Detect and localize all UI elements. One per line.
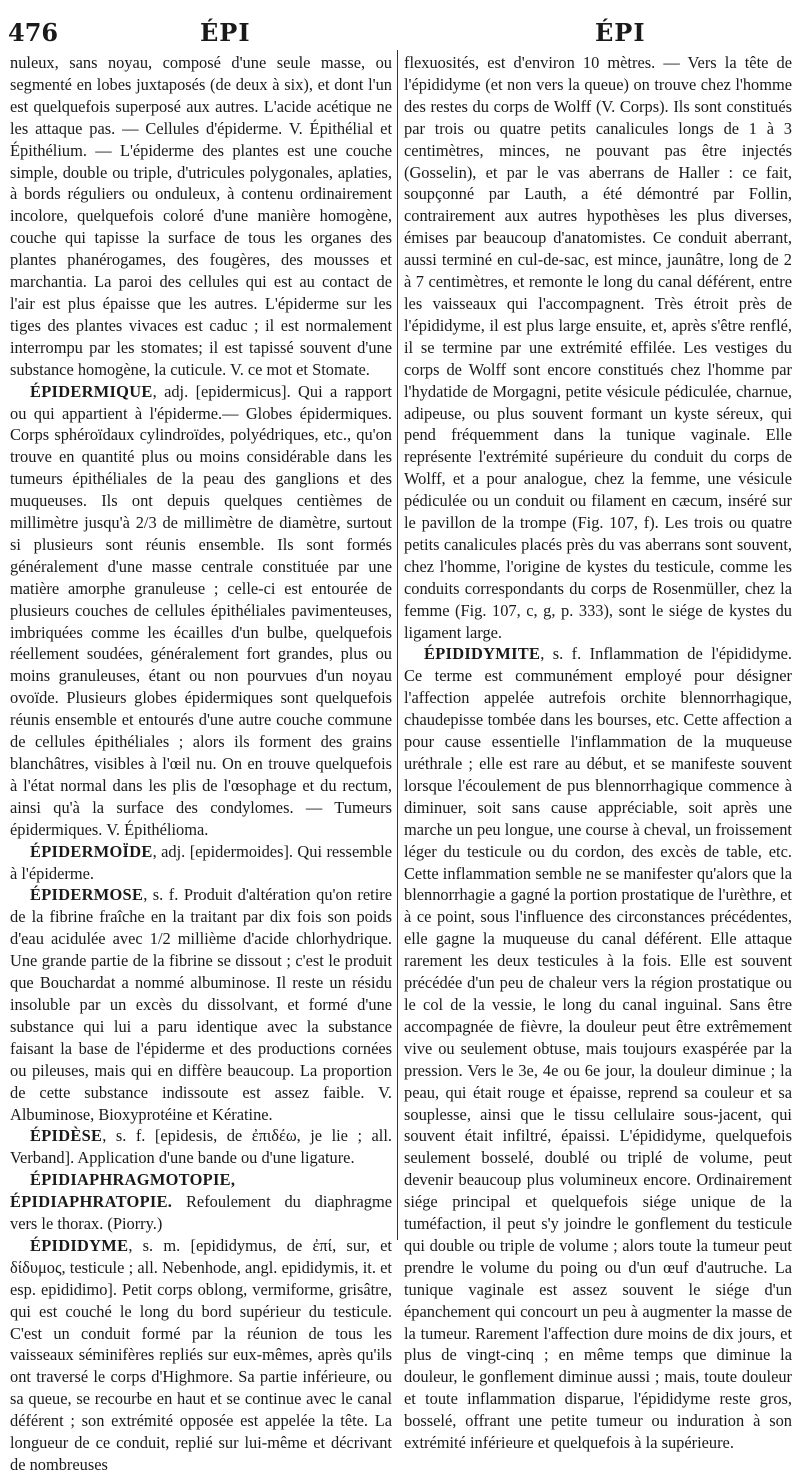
entry-epididymite: [404, 643, 792, 1454]
entry-epididyme: [10, 1235, 392, 1476]
page-number: 476: [8, 18, 59, 47]
column-divider: [397, 50, 398, 1240]
headword: ÉPIDIDYME: [30, 1235, 129, 1255]
entry-epidese: [10, 1125, 392, 1169]
entry-epidermose: [10, 884, 392, 1125]
running-head-left: ÉPI: [200, 18, 251, 47]
entry-text: Refoulement du diaphragme vers le thorax. (Piorry.): [10, 1192, 392, 1234]
entry-text: , s. f. Produit d'altération qu'on retire de la fibrine fraîche en la traitant par dix fois son poids d'eau acidulée avec 1/2 millième d'acide chlorhydrique. Une grande partie de la fibrine se dissout ; c'est le produit que Bouchardat a nommé albuminose. Il reste un résidu insoluble par un excès du dissolvant, et formé d'une substance qui lui a paru identique avec la substance faisant la base de l'épiderme et des productions cornées ou pileuses, mais qui en diffère beaucoup. La proportion de cette substance indissoute est assez faible. V. Albuminose, Bioxyprotéine et Kératine.: [10, 885, 392, 1124]
entry-text: , s. f. [epidesis, de ἐπιδέω, je lie ; all. Verband]. Application d'une bande ou d'une ligature.: [10, 1126, 392, 1168]
entry-epidermoide: [10, 841, 392, 885]
headword: ÉPIDERMOÏDE: [30, 841, 153, 861]
headword: ÉPIDERMOSE: [30, 885, 144, 905]
headword: ÉPIDERMIQUE: [30, 381, 153, 401]
headword: ÉPIDIDYMITE: [424, 644, 541, 664]
headword: ÉPIDÈSE: [30, 1126, 103, 1146]
entry-epidiaphragmotopie: [10, 1169, 392, 1235]
running-head-right: ÉPI: [595, 18, 646, 47]
continued-paragraph: flexuosités, est d'environ 10 mètres. — Vers la tête de l'épididyme (et non vers la queue) on trouve chez l'homme des restes du corps de Wolff (V. Corps). Ils sont constitués par trois ou quatre petits canalicules longs de 1 à 3 centimètres, minces, ne pouvant pas être injectés (Gosselin), et par le vas aberrans de Haller : ce fait, soupçonné par Lauth, a été démontré par Follin, contrairement aux autres hypothèses les plus diverses, émises par beaucoup d'anatomistes. Ce conduit aberrant, aussi terminé en cul-de-sac, est mince, jaunâtre, long de 2 à 7 centimètres, et remonte le long du canal déférent, entre les vaisseaux qui l'accompagnent. Très étroit près de l'épididyme, il est plus large ensuite, et, après s'être renflé, il se termine par une extrémité effilée. Les vestiges du corps de Wolff sont encore constitués chez l'homme par l'hydatide de Morgagni, petite vésicule pédiculée, charnue, adipeuse, ou plus souvent formant un kyste séreux, qui pend fréquemment dans la tunique vaginale. Elle représente l'extrémité supérieure du conduit du corps de Wolff, et a pour analogue, chez la femme, une vésicule pédiculée ou un conduit ou filament en cæcum, inséré sur le pavillon de la trompe (Fig. 107, f). Les trois ou quatre petits canalicules placés près du vas aberrans sont souvent, chez l'homme, l'origine de kystes du testicule, comme les conduits correspondants du corps de Rosenmüller, chez la femme (Fig. 107, c, g, p. 333), sont le siége de kystes du ligament large.: [404, 53, 792, 642]
left-column: [10, 52, 392, 1474]
entry-epidermique: [10, 381, 392, 841]
continued-paragraph: nuleux, sans noyau, composé d'une seule masse, ou segmenté en lobes juxtaposés (de deux à six), et dont l'un est quelquefois superposé aux autres. L'acide acétique ne les attaque pas. — Cellules d'épiderme. V. Épithélial et Épithélium. — L'épiderme des plantes est une couche simple, double ou triple, d'utricules polygonales, aplaties, à bords réguliers ou onduleux, à contenu ordinairement incolore, quelquefois coloré d'une manière homogène, couche qui tapisse la surface de tous les organes des plantes phanérogames, des fougères, des mousses et marchantia. La paroi des cellules qui est au contact de l'air est plus épaisse que les autres. L'épiderme sur les tiges des plantes vivaces est caduc ; il est normalement interrompu par les stomates; il est tapissé souvent d'une substance homogène, la cuticule. V. ce mot et Stomate.: [10, 53, 392, 379]
entry-text: , s. m. [epididymus, de ἐπί, sur, et δίδυμος, testicule ; all. Nebenhode, angl. epididymis, it. et esp. epididimo]. Petit corps oblong, vermiforme, grisâtre, qui est couché le long du bord supérieur du testicule. C'est un conduit formé par la réunion de tous les vaisseaux séminifères repliés sur eux-mêmes, après qu'ils ont traversé le corps d'Highmore. Sa partie inférieure, ou sa queue, se recourbe en haut et se continue avec le canal déférent ; son extrémité opposée est appelée la tête. La longueur de ce conduit, replié sur lui-même et décrivant de nombreuses: [10, 1235, 392, 1474]
entry-text: , adj. [epidermoides]. Qui ressemble à l'épiderme.: [10, 841, 392, 883]
entry-text: , s. f. Inflammation de l'épididyme. Ce terme est communément employé pour désigner l'affection appelée autrefois orchite blennorrhagique, chaudepisse tombée dans les bourses, etc. Cette affection a pour cause essentielle l'inflammation de la muqueuse uréthrale ; elle est rare au début, et se manifeste souvent lorsque l'écoulement de pus blennorrhagique commence à diminuer, soit sans cause appréciable, soit après une marche un peu longue, une course à cheval, un froissement léger du testicule ou du cordon, des excès de table, etc. Cette inflammation semble ne se manifester qu'alors que la blennorrhagie a gagné la portion prostatique de l'urèthre, et à ce point, sous l'influence des circonstances précédentes, elle gagne la muqueuse du canal déférent. Elle attaque rarement les deux testicules à la fois. Elle est souvent précédée d'un peu de chaleur vers la région prostatique ou le col de la vessie, le long du canal inguinal. Sans être accompagnée de fièvre, la douleur peut être extrêmement vive ou seulement obtuse, mais toujours exaspérée par la pression. Vers le 3e, 4e ou 6e jour, la douleur diminue ; la peau, qui était rouge et épaisse, reprend sa couleur et sa souplesse, ainsi que le tissu cellulaire sous-jacent, qui souvent était infiltré, épaissi. L'épididyme, quelquefois seulement bosselé, doublé ou triplé de volume, peut devenir beaucoup plus volumineux encore. Ordinairement siége principal et quelquefois siége unique de la tuméfaction, il peut s'y joindre le gonflement du testicule qui double ou triple de volume ; alors toute la tumeur peut prendre le volume du poing ou d'un œuf d'autruche. La tunique vaginale est assez souvent le siége d'un épanchement qui concourt un peu à augmenter la masse de la tumeur. Rarement l'affection dure moins de dix jours, et plus de vingt-cinq ; en même temps que diminue la douleur, le gonflement diminue aussi ; mais, toute douleur et toute inflammation disparue, l'épididyme reste gros, bosselé, offrant une petite tumeur ou induration à son extrémité inférieure et quelquefois à la supérieure.: [404, 644, 792, 1453]
right-column: [404, 52, 792, 1453]
headword: ÉPIDIAPHRAGMOTOPIE, ÉPIDIAPHRATOPIE.: [10, 1170, 236, 1212]
entry-text: , adj. [epidermicus]. Qui a rapport ou qui appartient à l'épiderme.— Globes épidermiques. Corps sphéroïdaux cylindroïdes, polyédriques, etc., qu'on trouve en quantité plus ou moins considérable dans les tumeurs épithéliales de la peau des ganglions et des muqueuses. Ils ont depuis quelques centièmes de millimètre jusqu'à 2/3 de millimètre de diamètre, surtout si plusieurs sont réunis ensemble. Ils sont formés généralement d'une masse centrale constituée par une matière amorphe granuleuse ; celle-ci est entourée de plusieurs couches de cellules épithéliales pavimenteuses, imbriquées comme les écailles d'un bulbe, quelquefois réellement soudées, généralement fort grandes, plus ou moins granuleuses, étant ou non pourvues d'un noyau ovoïde. Plusieurs globes épidermiques sont quelquefois réunis ensemble et entourés d'une autre couche commune de cellules épithéliales ; alors ils forment des grains blanchâtres, visibles à l'œil nu. On en trouve quelquefois à l'état normal dans les plis de l'œsophage et du rectum, ainsi qu'à la surface des condylomes. — Tumeurs épidermiques. V. Épithélioma.: [10, 381, 392, 839]
